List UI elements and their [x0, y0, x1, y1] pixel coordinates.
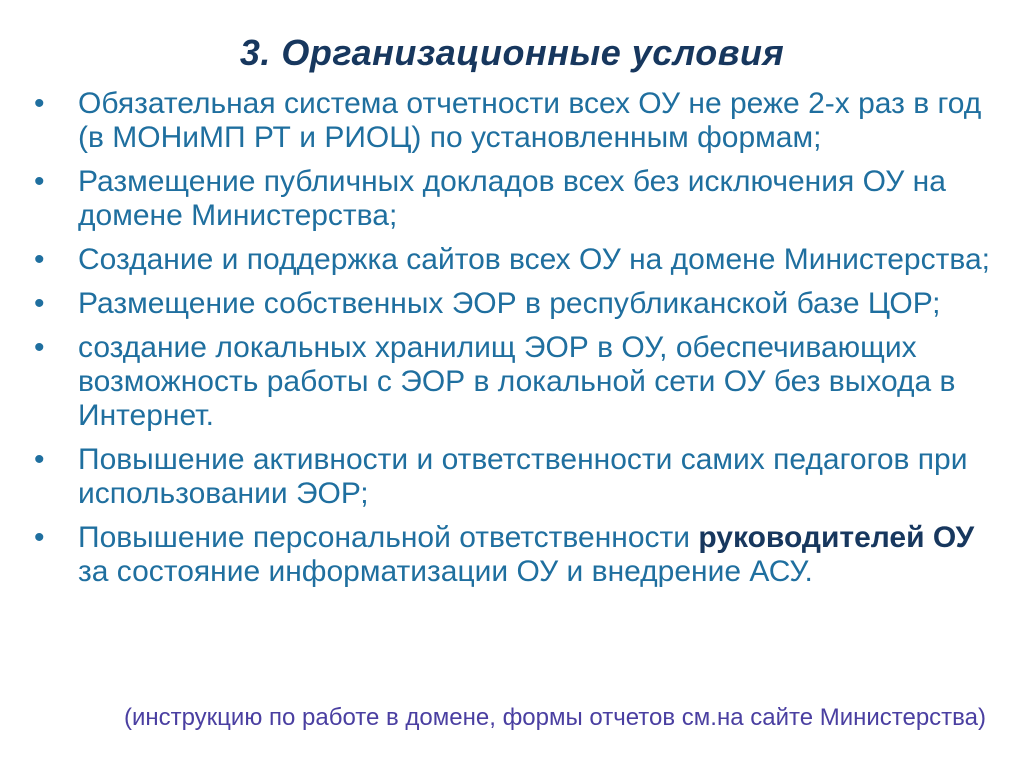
- bullet-icon: •: [34, 521, 45, 554]
- footnote: (инструкцию по работе в домене, формы отчетов см.на сайте Министерства): [123, 704, 986, 731]
- bullet-icon: •: [34, 87, 45, 120]
- list-item: [34, 331, 994, 433]
- bullet-icon: •: [34, 243, 45, 276]
- list-item-text: Размещение собственных ЭОР в республиканской базе ЦОР;: [78, 287, 941, 320]
- list-item-text-before: Повышение персональной ответственности: [78, 521, 699, 554]
- list-item-text: Размещение публичных докладов всех без исключения ОУ на домене Министерства;: [78, 165, 946, 232]
- list-item-text: создание локальных хранилищ ЭОР в ОУ, обеспечивающих возможность работы с ЭОР в локальной сети ОУ без выхода в Интернет.: [78, 331, 956, 432]
- list-item: [34, 443, 994, 511]
- slide-title: 3. Организационные условия: [239, 32, 785, 73]
- list-item-text-after: за состояние информатизации ОУ и внедрение АСУ.: [78, 555, 813, 588]
- list-item: [34, 287, 994, 321]
- bullet-icon: •: [34, 331, 45, 364]
- bullet-list: [34, 87, 994, 599]
- list-item: [34, 243, 994, 277]
- list-item: [34, 87, 994, 155]
- list-item: [34, 521, 994, 589]
- list-item-text: Повышение активности и ответственности самих педагогов при использовании ЭОР;: [78, 443, 968, 510]
- list-item-text: Обязательная система отчетности всех ОУ не реже 2-х раз в год (в МОНиМП РТ и РИОЦ) по установленным формам;: [78, 87, 982, 154]
- emphasis-text: руководителей ОУ: [698, 521, 975, 554]
- list-item-text: Создание и поддержка сайтов всех ОУ на домене Министерства;: [78, 243, 990, 276]
- bullet-icon: •: [34, 443, 45, 476]
- list-item: [34, 165, 994, 233]
- list-item-text: [78, 521, 974, 588]
- bullet-icon: •: [34, 165, 45, 198]
- bullet-icon: •: [34, 287, 45, 320]
